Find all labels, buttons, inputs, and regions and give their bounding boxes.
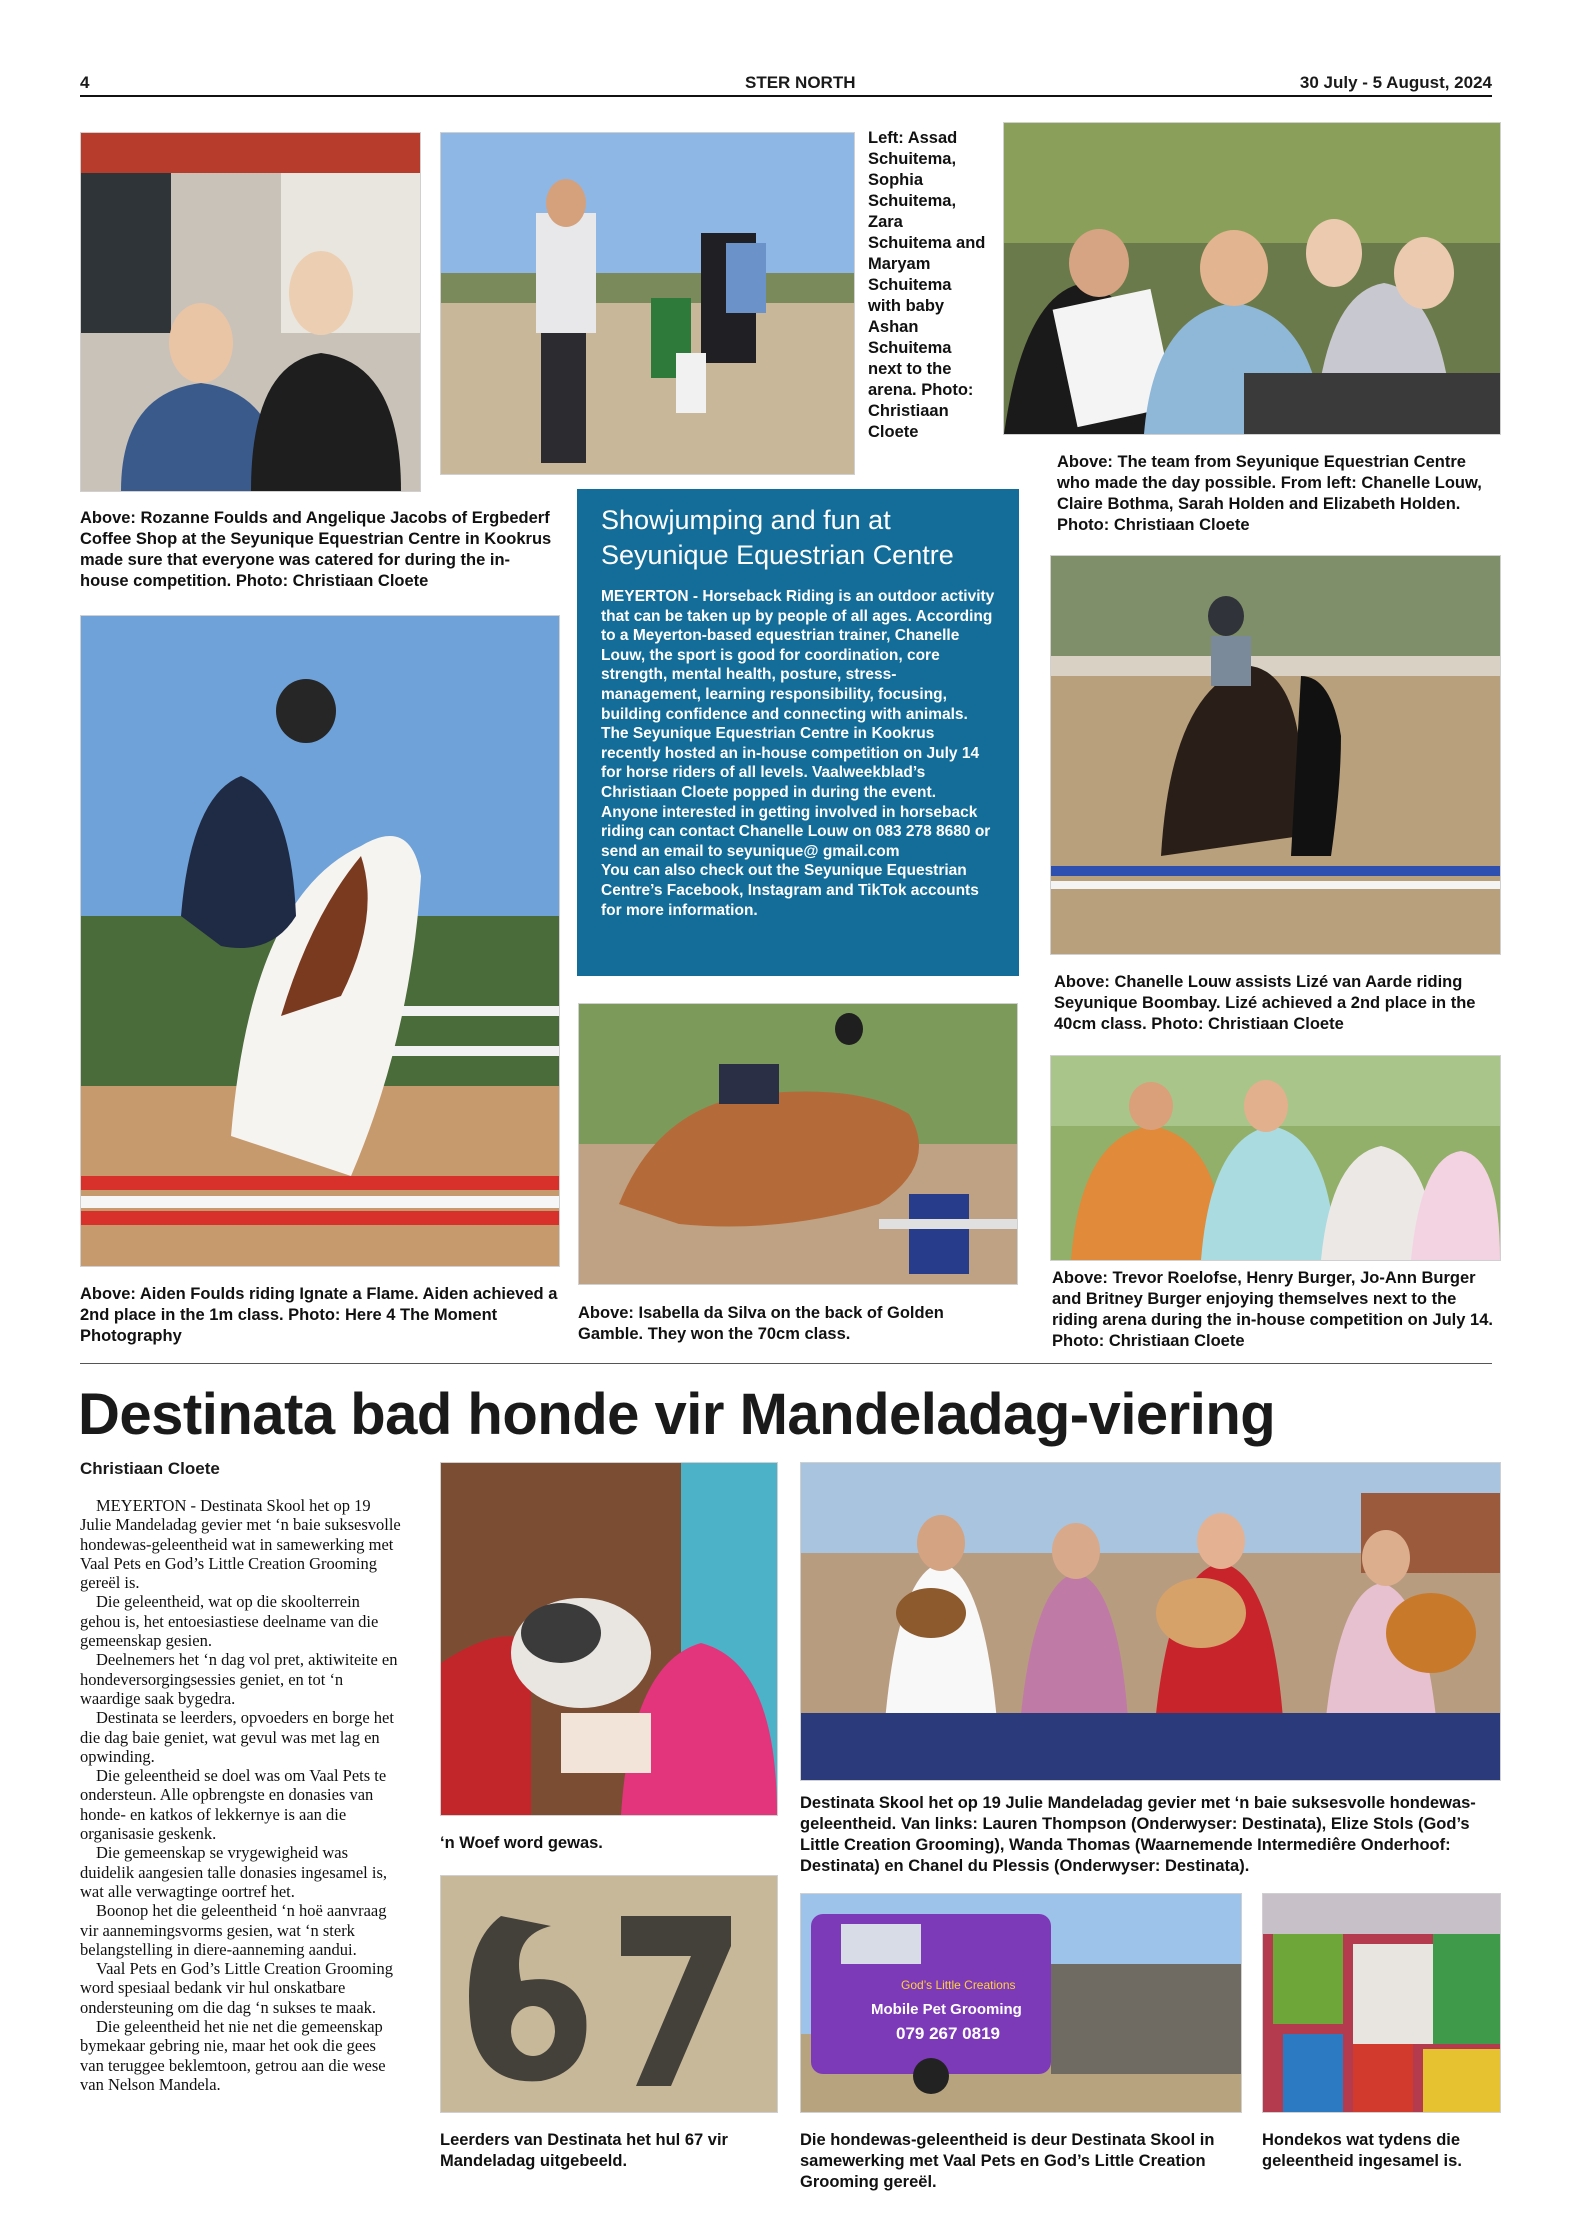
trailer-phone-text: 079 267 0819: [896, 2024, 1000, 2043]
article-paragraph: Vaal Pets en God’s Little Creation Grooming word spesiaal bedank vir hul onskatbare ondersteuning om die dag ‘n sukses te maak.: [80, 1959, 393, 2017]
article-body: [80, 1496, 402, 2094]
caption-lize: Above: Chanelle Louw assists Lizé van Aarde riding Seyunique Boombay. Lizé achieved a 2nd place in the 40cm class. Photo: Christiaan Cloete: [1054, 973, 1476, 1033]
infobox-paragraph: MEYERTON - Horseback Riding is an outdoor activity that can be taken up by people of all ages. According to a Meyerton-based equestrian trainer, Chanelle Louw, the sport is good for coordination, core strength, mental health, posture, stress-management, learning responsibility, focusing, building confidence and connecting with animals.: [601, 588, 995, 723]
page-number: 4: [80, 73, 90, 92]
caption-teachers: Destinata Skool het op 19 Julie Mandeladag gevier met ‘n baie suksesvolle hondewas-geleentheid. Van links: Lauren Thompson (Onderwyser: Destinata), Elize Stols (God’s Little Creation Grooming), Wanda Thomas (Waarnemende Intermediêre Onderhoof: Destinata) en Chanel du Plessis (Onderwyser: Destinata).: [800, 1794, 1476, 1875]
dog-wash-photo: [440, 1462, 778, 1816]
article-paragraph: Die gemeenskap se vrygewigheid was duidelik aangesien talle donasies ingesamel is, wat alle verwagtinge oortref het.: [80, 1843, 387, 1901]
article-paragraph: Die geleentheid, wat op die skoolterrein gehou is, het entoesiastiese deelname van die gemeenskap gesien.: [80, 1592, 379, 1651]
article-paragraph: MEYERTON - Destinata Skool het op 19 Julie Mandeladag gevier met ‘n baie suksesvolle hondewas-geleentheid wat in samewerking met Vaal Pets en God’s Little Creation Grooming gereël is.: [80, 1496, 401, 1593]
sixty-seven-formation-photo: [440, 1875, 778, 2113]
coffee-shop-photo: [80, 132, 421, 492]
infobox-paragraph: The Seyunique Equestrian Centre in Kookrus recently hosted an in-house competition on July 14 for horse riders of all levels. Vaalweekblad’s Christiaan Cloete popped in during the event.: [601, 725, 980, 801]
team-photo: [1003, 122, 1501, 435]
infobox-paragraph: Anyone interested in getting involved in horseback riding can contact Chanelle Louw on 083 278 8680 or send an email to seyunique@ gmail.com: [601, 803, 991, 860]
caption-team: Above: The team from Seyunique Equestrian Centre who made the day possible. From left: Chanelle Louw, Claire Bothma, Sarah Holden and Elizabeth Holden. Photo: Christiaan Cloete: [1057, 453, 1482, 534]
aiden-foulds-jump-photo: [80, 615, 560, 1267]
article-paragraph: Boonop het die geleentheid ‘n hoë aanvraag vir aannemingsvorms gesien, wat ‘n sterk belangstelling in diere-aanneming aandui.: [80, 1901, 387, 1959]
article-byline: Christiaan Cloete: [80, 1459, 220, 1478]
showjumping-infobox: [577, 489, 1019, 976]
burger-family-photo: [1050, 1055, 1501, 1261]
article-paragraph: Die geleentheid se doel was om Vaal Pets te ondersteun. Alle opbrengste en donasies van honde- en katkos of lekkernye is aan die organisasie geskenk.: [80, 1766, 387, 1844]
infobox-title: Showjumping and fun at Seyunique Equestrian Centre: [601, 505, 954, 570]
infobox-paragraph: You can also check out the Seyunique Equestrian Centre’s Facebook, Instagram and TikTok accounts for more information.: [601, 862, 979, 919]
teachers-with-dogs-photo: [800, 1462, 1501, 1781]
trailer-service-text: Mobile Pet Grooming: [871, 2001, 1022, 2018]
caption-coffee-shop: Above: Rozanne Foulds and Angelique Jacobs of Ergbederf Coffee Shop at the Seyunique Equestrian Centre in Kookrus made sure that everyone was catered for during the in-house competition. Photo: Christiaan Cloete: [80, 509, 552, 590]
caption-woef: ‘n Woef word gewas.: [440, 1834, 603, 1852]
article-paragraph: Deelnemers het ‘n dag vol pret, aktiwiteite en hondeversorgingsessies geniet, en tot ‘n waardige saak bygedra.: [80, 1650, 398, 1708]
article-headline: Destinata bad honde vir Mandeladag-viering: [78, 1382, 1276, 1447]
caption-burger: Above: Trevor Roelofse, Henry Burger, Jo-Ann Burger and Britney Burger enjoying themselves next to the riding arena during the in-house competition on July 14. Photo: Christiaan Cloete: [1052, 1269, 1493, 1350]
caption-trailer: Die hondewas-geleentheid is deur Destinata Skool in samewerking met Vaal Pets en God’s Little Creation Grooming gereël.: [800, 2131, 1215, 2191]
dog-food-donations-photo: [1262, 1893, 1501, 2113]
lize-riding-photo: [1050, 555, 1501, 955]
caption-sixty-seven: Leerders van Destinata het hul 67 vir Mandeladag uitgebeeld.: [440, 2131, 728, 2170]
grooming-trailer-photo: [800, 1893, 1242, 2113]
trailer-brand-text: God’s Little Creations: [901, 1978, 1016, 1992]
publication-name: STER NORTH: [745, 73, 856, 92]
article-paragraph: Destinata se leerders, opvoeders en borge het die dag baie geniet, wat gevul was met lag en opwinding.: [80, 1708, 394, 1766]
header-rule: [80, 95, 1492, 97]
article-paragraph: Die geleentheid het nie net die gemeenskap bymekaar gebring nie, maar het ook die gees van teruggee beklemtoon, getrou aan die wese van Nelson Mandela.: [80, 2017, 386, 2094]
caption-schuitema-family: Left: Assad Schuitema, Sophia Schuitema, Zara Schuitema and Maryam Schuitema with baby Ashan Schuitema next to the arena. Photo: Christiaan Cloete: [868, 129, 986, 441]
caption-aiden: Above: Aiden Foulds riding Ignate a Flame. Aiden achieved a 2nd place in the 1m class. Photo: Here 4 The Moment Photography: [80, 1285, 558, 1345]
schuitema-family-photo: [440, 132, 855, 475]
isabella-jump-photo: [578, 1003, 1018, 1285]
caption-isabella: Above: Isabella da Silva on the back of Golden Gamble. They won the 70cm class.: [578, 1304, 944, 1343]
caption-hondekos: Hondekos wat tydens die geleentheid ingesamel is.: [1262, 2131, 1462, 2170]
issue-date: 30 July - 5 August, 2024: [1299, 73, 1492, 92]
section-divider: [80, 1363, 1492, 1364]
